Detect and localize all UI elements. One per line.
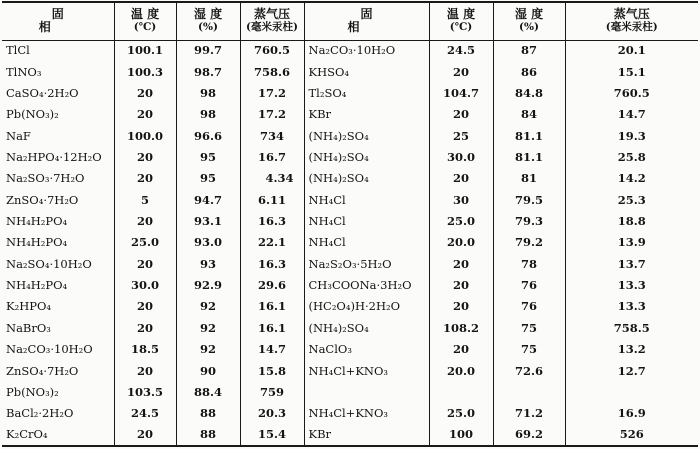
humidity-cell: 79.2: [493, 232, 565, 253]
temperature-cell: 20: [114, 318, 176, 339]
humidity-cell: 98.7: [176, 61, 240, 82]
header-temperature-unit: (℃): [133, 21, 157, 34]
vapor-cell: 15.4: [240, 424, 304, 446]
compound-cell: Pb(NO₃)₂: [2, 382, 114, 403]
compound-cell: ZnSO₄·7H₂O: [2, 190, 114, 211]
table-row: [2, 125, 698, 146]
temperature-cell: 25.0: [429, 403, 493, 424]
vapor-cell: 19.3: [617, 128, 646, 143]
humidity-cell: 86: [493, 61, 565, 82]
compound-cell: NaBrO₃: [2, 318, 114, 339]
header-vapor: [240, 2, 304, 40]
compound-cell: NH₄Cl: [304, 190, 429, 211]
temperature-cell: 100: [429, 424, 493, 446]
header-temperature-2: [429, 2, 493, 40]
compound-cell: KBr: [304, 424, 429, 446]
temperature-cell: 30.0: [429, 147, 493, 168]
table-row: [2, 296, 698, 317]
humidity-cell: 87: [493, 40, 565, 61]
humidity-cell: 75: [493, 339, 565, 360]
header-humidity-unit: (%): [198, 21, 218, 34]
header-row: [2, 2, 698, 40]
vapor-cell: 17.2: [240, 83, 304, 104]
vapor-cell: 25.3: [617, 192, 646, 207]
vapor-cell: 16.3: [240, 211, 304, 232]
compound-cell: TlNO₃: [2, 61, 114, 82]
humidity-cell: 88.4: [176, 382, 240, 403]
compound-cell: (NH₄)₂SO₄: [304, 168, 429, 189]
table-body: [2, 40, 698, 446]
temperature-cell: 20: [429, 275, 493, 296]
vapor-cell: 18.8: [617, 214, 646, 229]
humidity-cell: 95: [176, 147, 240, 168]
temperature-cell: [429, 382, 493, 403]
table-row: [2, 254, 698, 275]
table-row: [2, 147, 698, 168]
compound-cell: NH₄Cl+KNO₃: [304, 360, 429, 381]
temperature-cell: 103.5: [114, 382, 176, 403]
header-temperature-label-2: 温 度: [446, 7, 476, 22]
vapor-cell: 13.2: [617, 342, 646, 357]
humidity-cell: 88: [176, 424, 240, 446]
table-row: [2, 382, 698, 403]
humidity-cell: 92: [176, 318, 240, 339]
temperature-cell: 100.1: [114, 40, 176, 61]
temperature-cell: 20: [114, 104, 176, 125]
vapor-cell: 13.3: [617, 299, 646, 314]
compound-cell: Na₂SO₄·10H₂O: [2, 254, 114, 275]
vapor-cell: 526: [619, 427, 644, 442]
compound-cell: NH₄Cl: [304, 232, 429, 253]
humidity-cell: 75: [493, 318, 565, 339]
humidity-cell: 98: [176, 83, 240, 104]
table-row: [2, 339, 698, 360]
vapor-cell: 20.3: [240, 403, 304, 424]
vapor-cell: 16.1: [240, 296, 304, 317]
temperature-cell: 5: [114, 190, 176, 211]
vapor-cell: 758.6: [240, 61, 304, 82]
header-vapor-unit-2: (毫米汞柱): [605, 21, 658, 34]
humidity-cell: 71.2: [493, 403, 565, 424]
table-row: [2, 360, 698, 381]
compound-cell: TlCl: [2, 40, 114, 61]
vapor-cell: 16.1: [240, 318, 304, 339]
compound-cell: Na₂S₂O₃·5H₂O: [304, 254, 429, 275]
temperature-cell: 20: [429, 296, 493, 317]
vapor-cell: [565, 382, 698, 403]
vapor-cell: 25.8: [617, 149, 646, 164]
table-row: [2, 83, 698, 104]
temperature-cell: 20: [114, 424, 176, 446]
vapor-cell: 15.1: [617, 64, 646, 79]
humidity-cell: 95: [176, 168, 240, 189]
temperature-cell: 20: [114, 211, 176, 232]
humidity-cell: 81.1: [493, 147, 565, 168]
temperature-cell: 20.0: [429, 232, 493, 253]
humidity-table: [2, 1, 698, 447]
humidity-cell: 94.7: [176, 190, 240, 211]
temperature-cell: 20: [114, 168, 176, 189]
table-row: [2, 190, 698, 211]
temperature-cell: 20: [114, 254, 176, 275]
compound-cell: (HC₂O₄)H·2H₂O: [304, 296, 429, 317]
header-compound-2: 固 相: [304, 2, 429, 40]
vapor-cell: 29.6: [240, 275, 304, 296]
header-humidity-label: 湿 度: [193, 7, 223, 22]
temperature-cell: 20: [114, 296, 176, 317]
temperature-cell: 20: [114, 147, 176, 168]
compound-cell: Na₂CO₃·10H₂O: [2, 339, 114, 360]
header-humidity: [176, 2, 240, 40]
vapor-cell: 760.5: [240, 40, 304, 61]
compound-cell: Na₂HPO₄·12H₂O: [2, 147, 114, 168]
compound-cell: [304, 382, 429, 403]
temperature-cell: 100.0: [114, 125, 176, 146]
compound-cell: NH₄H₂PO₄: [2, 211, 114, 232]
table-row: [2, 61, 698, 82]
humidity-cell: 98: [176, 104, 240, 125]
vapor-cell: 13.3: [617, 278, 646, 293]
table-row: [2, 168, 698, 189]
vapor-cell: 758.5: [613, 320, 650, 335]
table-row: [2, 403, 698, 424]
humidity-cell: 93.0: [176, 232, 240, 253]
humidity-cell: 84.8: [493, 83, 565, 104]
humidity-cell: 81.1: [493, 125, 565, 146]
header-humidity-2: [493, 2, 565, 40]
humidity-cell: 79.3: [493, 211, 565, 232]
header-temperature-label: 温 度: [130, 7, 160, 22]
temperature-cell: 20: [429, 104, 493, 125]
compound-cell: KHSO₄: [304, 61, 429, 82]
vapor-cell: 760.5: [613, 85, 650, 100]
humidity-cell: [493, 382, 565, 403]
humidity-cell: 76: [493, 296, 565, 317]
temperature-cell: 20: [429, 61, 493, 82]
vapor-cell: 13.7: [617, 256, 646, 271]
humidity-cell: 92.9: [176, 275, 240, 296]
compound-cell: CH₃COONa·3H₂O: [304, 275, 429, 296]
temperature-cell: 20: [114, 360, 176, 381]
compound-cell: CaSO₄·2H₂O: [2, 83, 114, 104]
temperature-cell: 104.7: [429, 83, 493, 104]
temperature-cell: 30: [429, 190, 493, 211]
temperature-cell: 20.0: [429, 360, 493, 381]
temperature-cell: 25.0: [114, 232, 176, 253]
compound-cell: NH₄Cl: [304, 211, 429, 232]
compound-cell: KBr: [304, 104, 429, 125]
header-humidity-unit-2: (%): [519, 21, 539, 34]
vapor-cell: 12.7: [617, 363, 646, 378]
vapor-cell: 15.8: [240, 360, 304, 381]
compound-cell: NaClO₃: [304, 339, 429, 360]
vapor-cell: 4.34: [240, 168, 304, 189]
humidity-cell: 79.5: [493, 190, 565, 211]
compound-cell: (NH₄)₂SO₄: [304, 147, 429, 168]
compound-cell: K₂CrO₄: [2, 424, 114, 446]
vapor-cell: 20.1: [617, 43, 646, 58]
temperature-cell: 20: [429, 254, 493, 275]
temperature-cell: 25.0: [429, 211, 493, 232]
vapor-cell: 6.11: [240, 190, 304, 211]
vapor-cell: 734: [240, 125, 304, 146]
humidity-cell: 99.7: [176, 40, 240, 61]
header-temperature: [114, 2, 176, 40]
humidity-cell: 88: [176, 403, 240, 424]
header-vapor-label-2: 蒸气压: [613, 7, 650, 22]
humidity-cell: 72.6: [493, 360, 565, 381]
table-row: [2, 40, 698, 61]
header-vapor-2: [565, 2, 698, 40]
compound-cell: Na₂SO₃·7H₂O: [2, 168, 114, 189]
humidity-cell: 81: [493, 168, 565, 189]
compound-cell: (NH₄)₂SO₄: [304, 318, 429, 339]
table-row: [2, 104, 698, 125]
temperature-cell: 20: [429, 168, 493, 189]
compound-cell: (NH₄)₂SO₄: [304, 125, 429, 146]
humidity-cell: 96.6: [176, 125, 240, 146]
compound-cell: NaF: [2, 125, 114, 146]
compound-cell: NH₄Cl+KNO₃: [304, 403, 429, 424]
humidity-cell: 84: [493, 104, 565, 125]
vapor-cell: 22.1: [240, 232, 304, 253]
humidity-cell: 93.1: [176, 211, 240, 232]
compound-cell: Tl₂SO₄: [304, 83, 429, 104]
table-row: [2, 318, 698, 339]
header-vapor-unit: (毫米汞柱): [246, 21, 298, 34]
temperature-cell: 20: [429, 339, 493, 360]
temperature-cell: 20: [114, 83, 176, 104]
header-humidity-label-2: 湿 度: [514, 7, 544, 22]
humidity-cell: 93: [176, 254, 240, 275]
temperature-cell: 18.5: [114, 339, 176, 360]
vapor-cell: 13.9: [617, 235, 646, 250]
vapor-cell: 759: [240, 382, 304, 403]
compound-cell: ZnSO₄·7H₂O: [2, 360, 114, 381]
compound-cell: K₂HPO₄: [2, 296, 114, 317]
vapor-cell: 14.7: [617, 107, 646, 122]
vapor-cell: 14.2: [617, 171, 646, 186]
temperature-cell: 30.0: [114, 275, 176, 296]
humidity-cell: 90: [176, 360, 240, 381]
temperature-cell: 24.5: [429, 40, 493, 61]
humidity-cell: 92: [176, 339, 240, 360]
humidity-cell: 78: [493, 254, 565, 275]
compound-cell: NH₄H₂PO₄: [2, 232, 114, 253]
compound-cell: Na₂CO₃·10H₂O: [304, 40, 429, 61]
temperature-cell: 25: [429, 125, 493, 146]
vapor-cell: 16.9: [617, 406, 646, 421]
humidity-cell: 76: [493, 275, 565, 296]
vapor-cell: 16.7: [240, 147, 304, 168]
temperature-cell: 108.2: [429, 318, 493, 339]
humidity-cell: 92: [176, 296, 240, 317]
compound-cell: Pb(NO₃)₂: [2, 104, 114, 125]
temperature-cell: 100.3: [114, 61, 176, 82]
table-row: [2, 424, 698, 446]
header-vapor-label: 蒸气压: [253, 7, 290, 22]
humidity-cell: 69.2: [493, 424, 565, 446]
table-row: [2, 275, 698, 296]
header-compound: 固 相: [2, 2, 114, 40]
temperature-cell: 24.5: [114, 403, 176, 424]
compound-cell: BaCl₂·2H₂O: [2, 403, 114, 424]
vapor-cell: 17.2: [240, 104, 304, 125]
vapor-cell: 16.3: [240, 254, 304, 275]
compound-cell: NH₄H₂PO₄: [2, 275, 114, 296]
vapor-cell: 14.7: [240, 339, 304, 360]
table-row: [2, 211, 698, 232]
header-temperature-unit-2: (℃): [449, 21, 473, 34]
table-row: [2, 232, 698, 253]
